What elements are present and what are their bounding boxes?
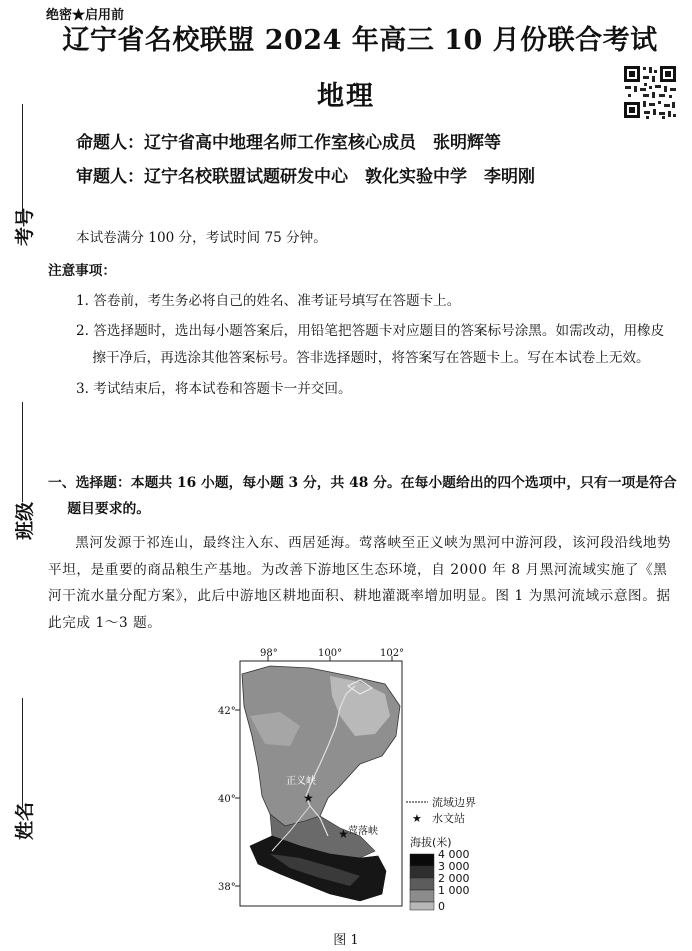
lat-label: 42° — [218, 706, 236, 717]
lat-label: 40° — [218, 794, 236, 805]
elevation-legend-title: 海拔(米) — [410, 836, 452, 849]
elevation-swatch — [410, 902, 434, 910]
notes-list — [76, 289, 676, 402]
question-passage: 黑河发源于祁连山，最终注入东、西居延海。莺落峡至正义峡为黑河中游河段，该河段沿线地势平坦，是重要的商品粮生产基地。为改善下游地区生态环境，自 2000 年 8 月黑河流域实施了《黑河干流水量分配方案》，此后中游地区耕地面积、耕地灌溉率增加明显。图 1 为黑河流域示意图。据此完成 1～3 题。 — [48, 535, 672, 631]
exam-info: 本试卷满分 100 分，考试时间 75 分钟。 — [76, 230, 327, 246]
elevation-swatch — [410, 866, 434, 878]
station-marker-icon: ★ — [338, 827, 349, 841]
subject-title: 地理 — [317, 81, 375, 112]
station-label: 莺落峡 — [348, 826, 378, 837]
class-label: 班级 — [14, 501, 36, 540]
elevation-value: 1 000 — [438, 884, 470, 897]
figure-caption: 图 1 — [333, 933, 359, 948]
notes-item: 3. 考试结束后，将本试卷和答题卡一并交回。 — [76, 380, 352, 397]
name-blank[interactable] — [22, 698, 23, 808]
heihe-basin-map — [210, 646, 500, 926]
boundary-legend-label: 流域边界 — [432, 796, 476, 809]
elevation-value: 4 000 — [438, 848, 470, 861]
exam-number-blank[interactable] — [22, 104, 23, 222]
lon-label: 102° — [380, 648, 405, 659]
notes-item: 2. 答选择题时，选出每小题答案后，用铅笔把答题卡对应题目的答案标号涂黑。如需改动，用橡皮擦干净后，再选涂其他答案标号。答非选择题时，将答案写在答题卡上。写在本试卷上无效。 — [76, 323, 665, 367]
elevation-swatch — [410, 854, 434, 866]
lon-label: 100° — [318, 648, 343, 659]
class-blank[interactable] — [22, 402, 23, 502]
elevation-swatch — [410, 890, 434, 902]
elevation-value: 3 000 — [438, 860, 470, 873]
elevation-swatch — [410, 878, 434, 890]
qr-code-icon — [622, 64, 678, 120]
elevation-value: 0 — [438, 900, 445, 913]
lon-label: 98° — [260, 648, 278, 659]
proposer-line: 命题人：辽宁省高中地理名师工作室核心成员 张明辉等 — [76, 133, 501, 153]
notes-heading: 注意事项： — [48, 263, 116, 279]
section-heading: 一、选择题：本题共 16 小题，每小题 3 分，共 48 分。在每小题给出的四个选项中，只有一项是符合题目要求的。 — [48, 475, 677, 518]
lat-label: 38° — [218, 882, 236, 893]
station-legend-icon: ★ — [412, 812, 422, 825]
elevation-value: 2 000 — [438, 872, 470, 885]
notes-item: 1. 答卷前，考生务必将自己的姓名、准考证号填写在答题卡上。 — [76, 293, 461, 309]
station-marker-icon: ★ — [303, 791, 314, 805]
station-label: 正义峡 — [286, 776, 316, 787]
confidential-label: 绝密★启用前 — [46, 8, 125, 23]
reviewer-line: 审题人：辽宁名校联盟试题研发中心 敦化实验中学 李明刚 — [76, 167, 535, 187]
station-legend-label: 水文站 — [432, 812, 465, 825]
name-label: 姓名 — [14, 801, 36, 840]
exam-number-label: 考号 — [14, 207, 36, 246]
exam-title: 辽宁省名校联盟 2024 年高三 10 月份联合考试 — [62, 25, 658, 56]
